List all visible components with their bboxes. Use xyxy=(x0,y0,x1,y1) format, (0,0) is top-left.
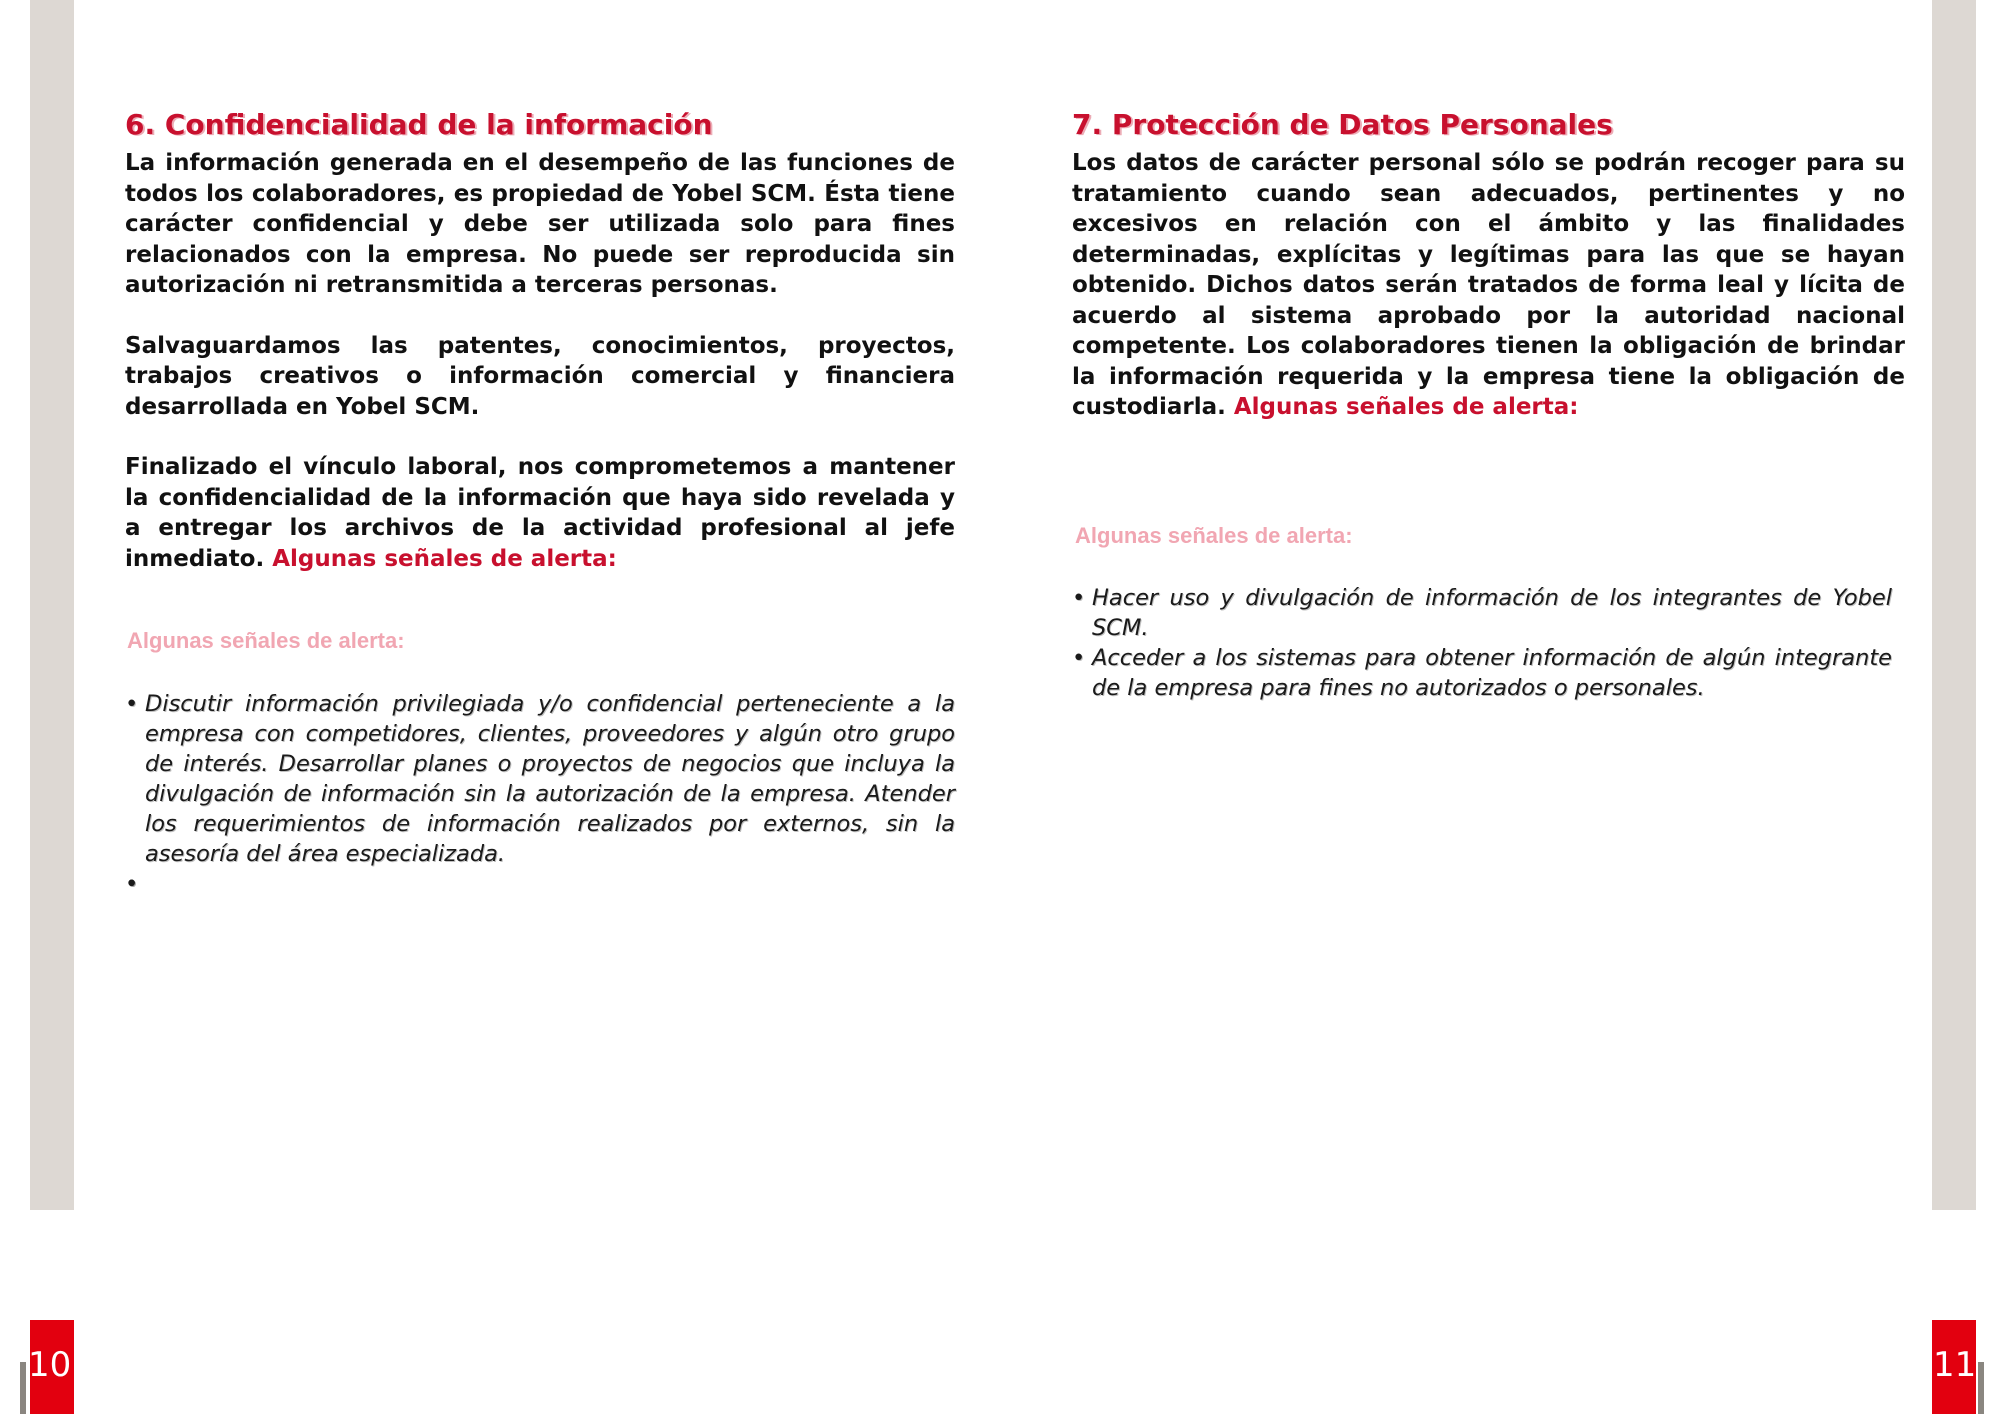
right-page-content xyxy=(1072,106,1905,423)
confidentiality-paragraph-2: Salvaguardamos las patentes, conocimientos, proyectos, trabajos creativos o información comercial y financiera desarrollada en Yobel SCM. xyxy=(125,332,955,420)
confidentiality-paragraph-1: La información generada en el desempeño de las funciones de todos los colaboradores, es propiedad de Yobel SCM. Ésta tiene carácter confidencial y debe ser utilizada solo para fines relacionados con la empresa. No puede ser reproducida sin autorización ni retransmitida a terceras personas. xyxy=(125,150,955,298)
right-page-edge-mark xyxy=(1978,1362,1984,1414)
confidentiality-paragraph-3-text: Finalizado el vínculo laboral, nos comprometemos a mantener la confidencialidad de la información que haya sido revelada y a entregar los archivos de la actividad profesional al jefe inmediato. xyxy=(125,454,955,572)
left-page-edge-mark xyxy=(20,1362,26,1414)
alert-heading-confidentiality: Algunas señales de alerta: xyxy=(127,628,405,653)
right-page-side-bar xyxy=(1932,0,1976,1210)
alert-list-data-protection xyxy=(1072,583,1892,703)
alert-item: • Acceder a los sistemas para obtener información de algún integrante de la empresa para fines no autorizados o personales. xyxy=(1072,643,1892,703)
alert-inline-label: Algunas señales de alerta: xyxy=(1233,394,1579,420)
alert-list-confidentiality xyxy=(125,689,955,869)
right-page-number: 11 xyxy=(1933,1345,1977,1385)
confidentiality-paragraph-3 xyxy=(125,452,955,574)
left-page-side-bar xyxy=(30,0,74,1210)
data-protection-paragraph xyxy=(1072,148,1905,423)
alert-heading-data-protection: Algunas señales de alerta: xyxy=(1075,523,1353,548)
data-protection-paragraph-text: Los datos de carácter personal sólo se podrán recoger para su tratamiento cuando sean adecuados, pertinentes y no excesivos en relación con el ámbito y las finalidades determinadas, explícitas y legítimas para las que se hayan obtenido. Dichos datos serán tratados de forma leal y lícita de acuerdo al sistema aprobado por la autoridad nacional competente. Los colaboradores tienen la obligación de brindar la información requerida y la empresa tiene la obligación de custodiarla. xyxy=(1072,150,1905,420)
section-title-data-protection: 7. Protección de Datos Personales xyxy=(1072,108,1613,141)
alert-item: • Discutir información privilegiada y/o confidencial perteneciente a la empresa con competidores, clientes, proveedores y algún otro grupo de interés. Desarrollar planes o proyectos de negocios que incluya la divulgación de información sin la autorización de la empresa. Atender los requerimientos de información realizados por externos, sin la asesoría del área especializada. xyxy=(125,689,955,869)
left-page-content xyxy=(125,106,955,574)
left-page-number: 10 xyxy=(28,1345,72,1385)
section-title-confidentiality: 6. Confidencialidad de la información xyxy=(125,108,713,141)
alert-item: • Hacer uso y divulgación de información de los integrantes de Yobel SCM. xyxy=(1072,583,1892,643)
alert-inline-label: Algunas señales de alerta: xyxy=(272,545,617,572)
